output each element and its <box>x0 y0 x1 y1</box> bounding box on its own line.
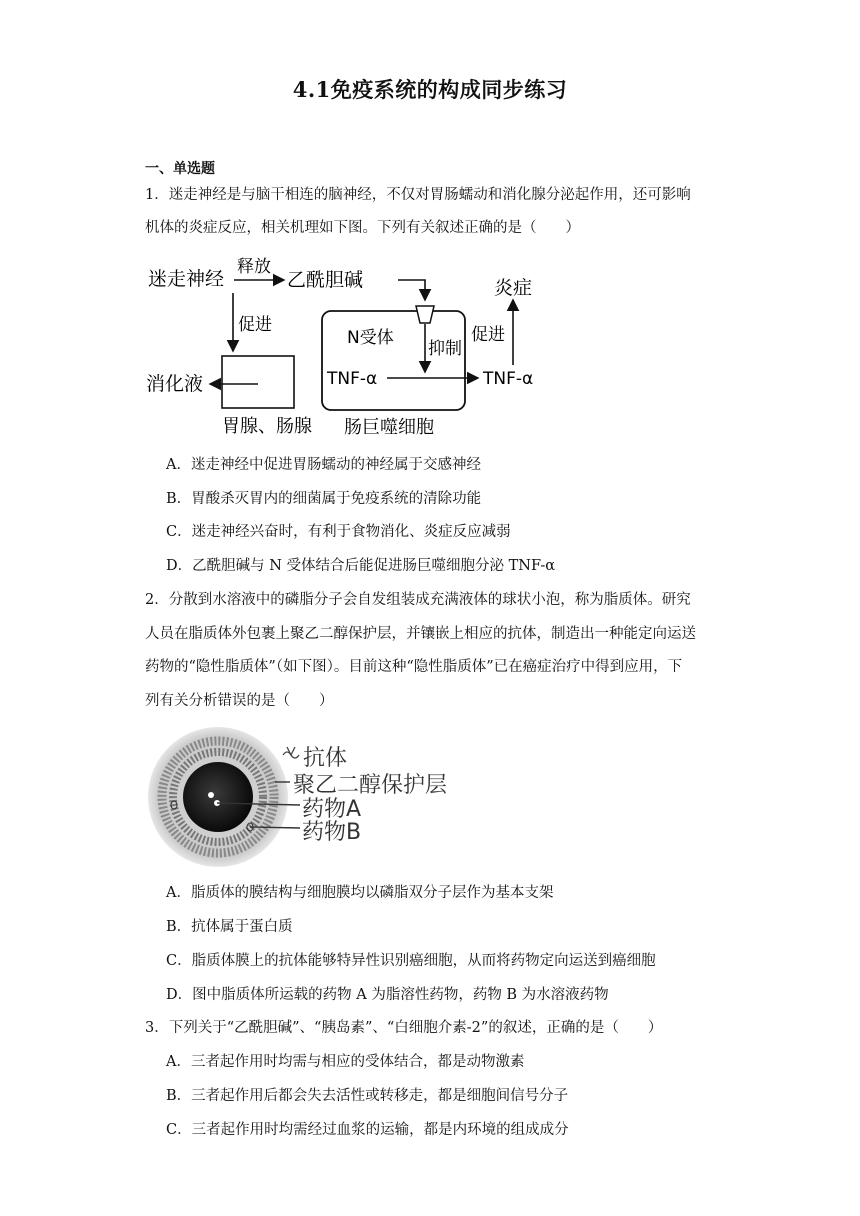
q2-stem-line2: 人员在脂质体外包裹上聚乙二醇保护层，并镶嵌上相应的抗体，制造出一种能定向运送 <box>145 626 696 642</box>
label-n-receptor: N受体 <box>347 328 394 348</box>
label-macrophage: 肠巨噬细胞 <box>344 417 434 438</box>
q2-option-b: B．抗体属于蛋白质 <box>166 919 293 935</box>
label-promote-1: 促进 <box>238 315 272 335</box>
antibody-y-icon <box>287 747 295 755</box>
macrophage-cell <box>322 311 465 410</box>
label-release: 释放 <box>237 257 271 277</box>
q2-stem-line3: 药物的“隐性脂质体”（如下图）。目前这种“隐性脂质体”已在癌症治疗中得到应用，下 <box>145 659 683 675</box>
label-drug-b: 药物B <box>302 820 362 845</box>
leader-drug-b <box>250 827 300 828</box>
q2-stem-line4: 列有关分析错误的是（ ） <box>145 693 334 709</box>
label-tnf-inside: TNF-α <box>327 369 378 389</box>
q3-option-c: C．三者起作用时均需经过血浆的运输，都是内环境的组成成分 <box>166 1122 569 1138</box>
q3-option-a: A．三者起作用时均需与相应的受体结合，都是动物激素 <box>166 1054 525 1070</box>
label-tnf-outside: TNF-α <box>483 369 534 389</box>
q2-option-d: D．图中脂质体所运载的药物 A 为脂溶性药物，药物 B 为水溶液药物 <box>166 987 609 1003</box>
label-peg: 聚乙二醇保护层 <box>293 773 448 798</box>
q1-mechanism-diagram <box>140 250 550 440</box>
q2-option-c: C．脂质体膜上的抗体能够特异性识别癌细胞，从而将药物定向运送到癌细胞 <box>166 953 656 969</box>
label-ach: 乙酰胆碱 <box>287 269 364 291</box>
label-inhibit: 抑制 <box>428 339 462 359</box>
label-inflammation: 炎症 <box>494 277 533 299</box>
q3-stem-line1: 3．下列关于“乙酰胆碱”、“胰岛素”、“白细胞介素-2”的叙述，正确的是（ ） <box>145 1020 663 1036</box>
q1-option-a: A．迷走神经中促进胃肠蠕动的神经属于交感神经 <box>166 457 481 473</box>
q1-stem-line1: 1．迷走神经是与脑干相连的脑神经，不仅对胃肠蠕动和消化腺分泌起作用，还可影响 <box>145 187 691 203</box>
q1-stem-line2: 机体的炎症反应，相关机理如下图。下列有关叙述正确的是（ ） <box>145 220 580 236</box>
section-heading: 一、单选题 <box>145 161 215 177</box>
drug-a-particle <box>208 792 214 798</box>
q1-option-d: D．乙酰胆碱与 N 受体结合后能促进肠巨噬细胞分泌 TNF-α <box>166 558 556 574</box>
arrow-ach-to-receptor <box>398 280 425 300</box>
label-promote-2: 促进 <box>471 325 505 345</box>
label-digestive-fluid: 消化液 <box>146 373 204 395</box>
label-antibody: 抗体 <box>303 746 348 771</box>
q2-option-a: A．脂质体的膜结构与细胞膜均以磷脂双分子层作为基本支架 <box>166 885 554 901</box>
q3-option-b: B．三者起作用后都会失去活性或转移走，都是细胞间信号分子 <box>166 1088 569 1104</box>
label-drug-a: 药物A <box>302 797 362 822</box>
page-title: 4.1免疫系统的构成同步练习 <box>292 77 568 102</box>
label-vagus: 迷走神经 <box>148 268 225 290</box>
n-receptor-shape <box>416 306 434 323</box>
gland-box <box>222 356 294 408</box>
q1-option-b: B．胃酸杀灭胃内的细菌属于免疫系统的清除功能 <box>166 491 482 507</box>
q2-stem-line1: 2．分散到水溶液中的磷脂分子会自发组装成充满液体的球状小泡，称为脂质体。研究 <box>145 592 691 608</box>
q2-liposome-diagram <box>145 725 475 870</box>
aqueous-core <box>183 762 253 832</box>
liposome-image <box>148 727 288 867</box>
label-gland: 胃腺、肠腺 <box>222 416 312 437</box>
q1-option-c: C．迷走神经兴奋时，有利于食物消化、炎症反应减弱 <box>166 524 511 540</box>
